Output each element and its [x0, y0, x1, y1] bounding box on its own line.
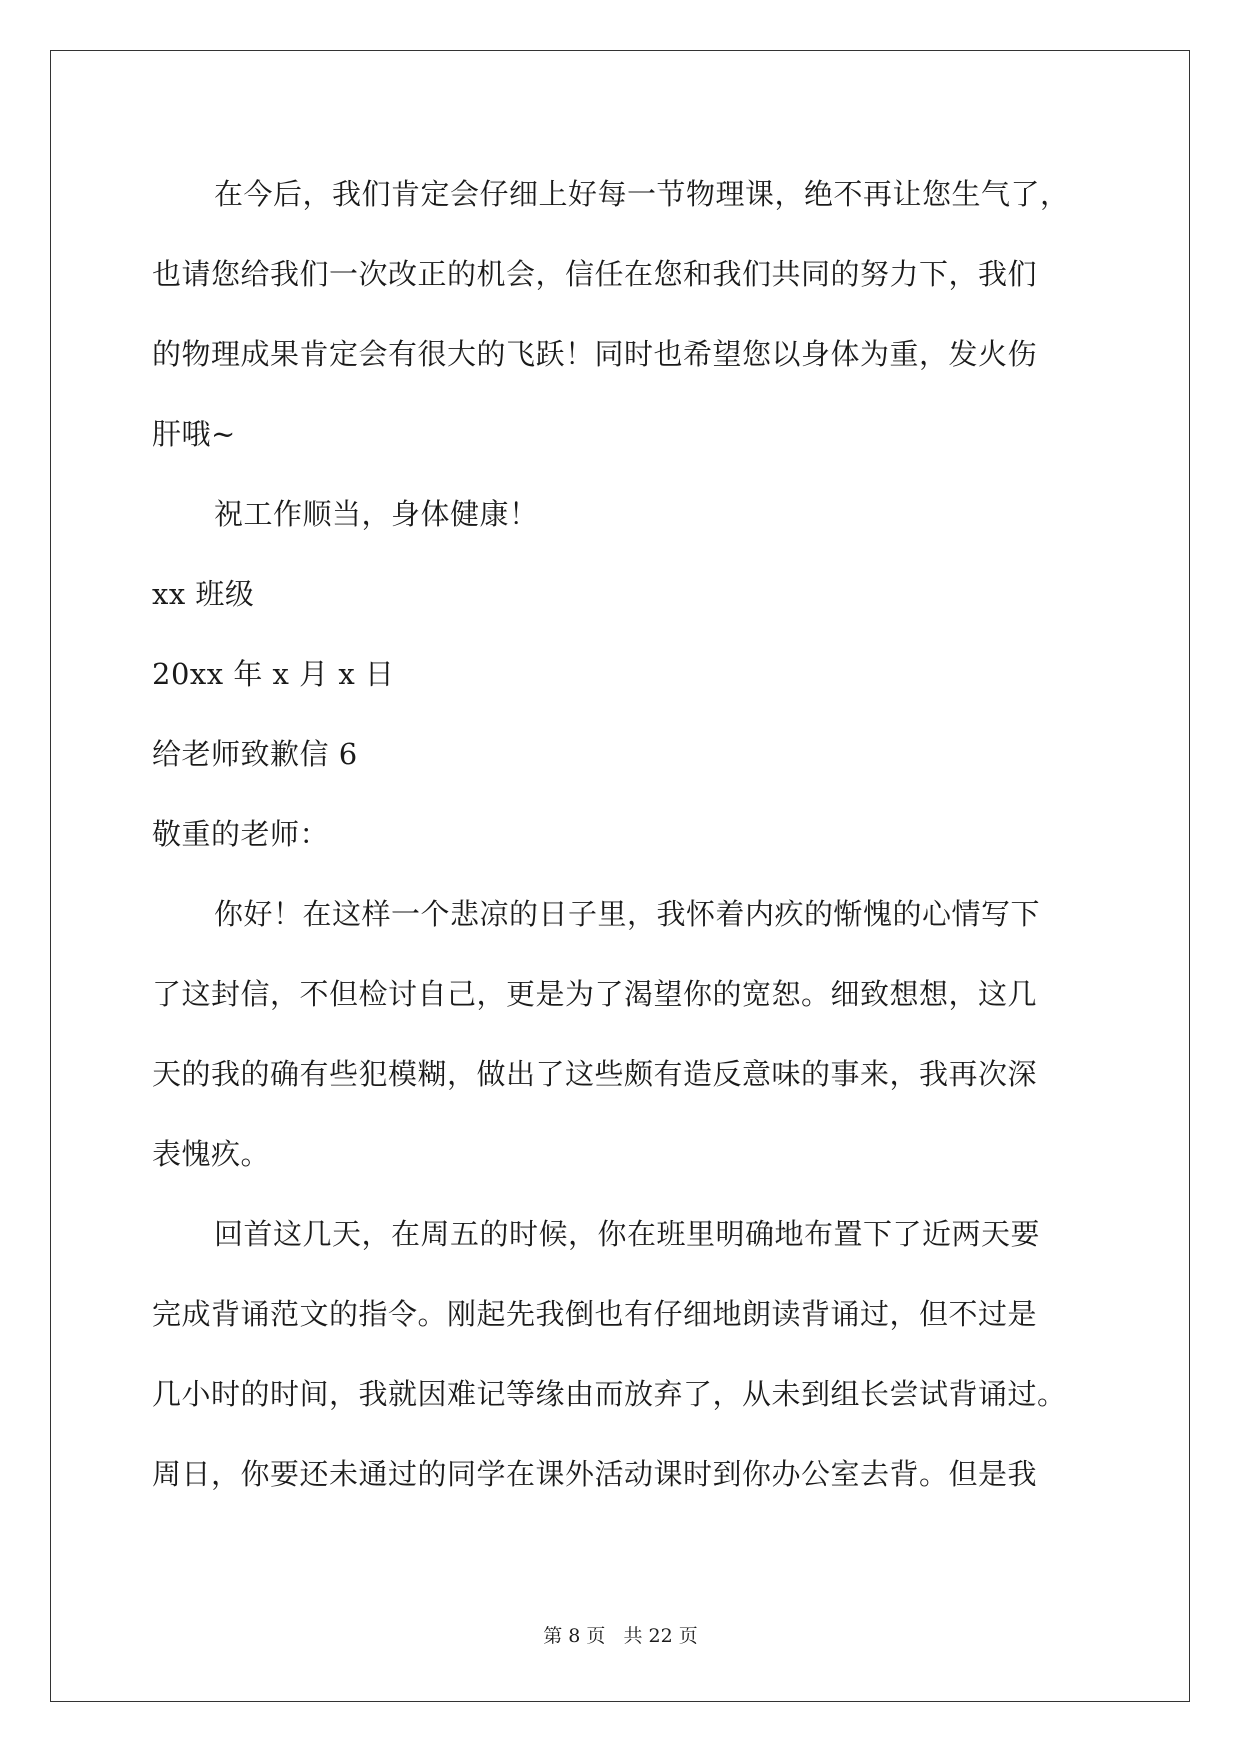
salutation: 敬重的老师： — [152, 817, 330, 851]
page-number: 第 8 页 — [543, 1625, 606, 1647]
text-line: 完成背诵范文的指令。刚起先我倒也有仔细地朗读背诵过，但不过是 — [152, 1297, 1038, 1331]
text-line: 天的我的确有些犯模糊，做出了这些颇有造反意味的事来，我再次深 — [152, 1057, 1038, 1091]
text-line: 20xx 年 x 月 x 日 — [152, 657, 395, 691]
text-line: 祝工作顺当，身体健康！ — [214, 497, 539, 531]
text-line: 几小时的时间，我就因难记等缘由而放弃了，从未到组长尝试背诵过。 — [152, 1377, 1067, 1411]
text-line: 也请您给我们一次改正的机会，信任在您和我们共同的努力下，我们 — [152, 257, 1038, 291]
text-line: 表愧疚。 — [152, 1137, 271, 1171]
page-footer — [0, 1624, 1241, 1648]
text-line: 回首这几天，在周五的时候，你在班里明确地布置下了近两天要 — [214, 1217, 1041, 1251]
text-line: 了这封信，不但检讨自己，更是为了渴望你的宽恕。细致想想，这几 — [152, 977, 1038, 1011]
page-total: 共 22 页 — [623, 1625, 698, 1647]
section-heading: 给老师致歉信 6 — [152, 737, 358, 771]
text-line: 在今后，我们肯定会仔细上好每一节物理课，绝不再让您生气了， — [214, 177, 1070, 211]
text-line: xx 班级 — [152, 577, 255, 611]
text-line: 周日，你要还未通过的同学在课外活动课时到你办公室去背。但是我 — [152, 1457, 1038, 1491]
text-line: 你好！在这样一个悲凉的日子里，我怀着内疚的惭愧的心情写下 — [214, 897, 1041, 931]
text-line: 的物理成果肯定会有很大的飞跃！同时也希望您以身体为重，发火伤 — [152, 337, 1038, 371]
text-line: 肝哦~ — [152, 417, 236, 451]
